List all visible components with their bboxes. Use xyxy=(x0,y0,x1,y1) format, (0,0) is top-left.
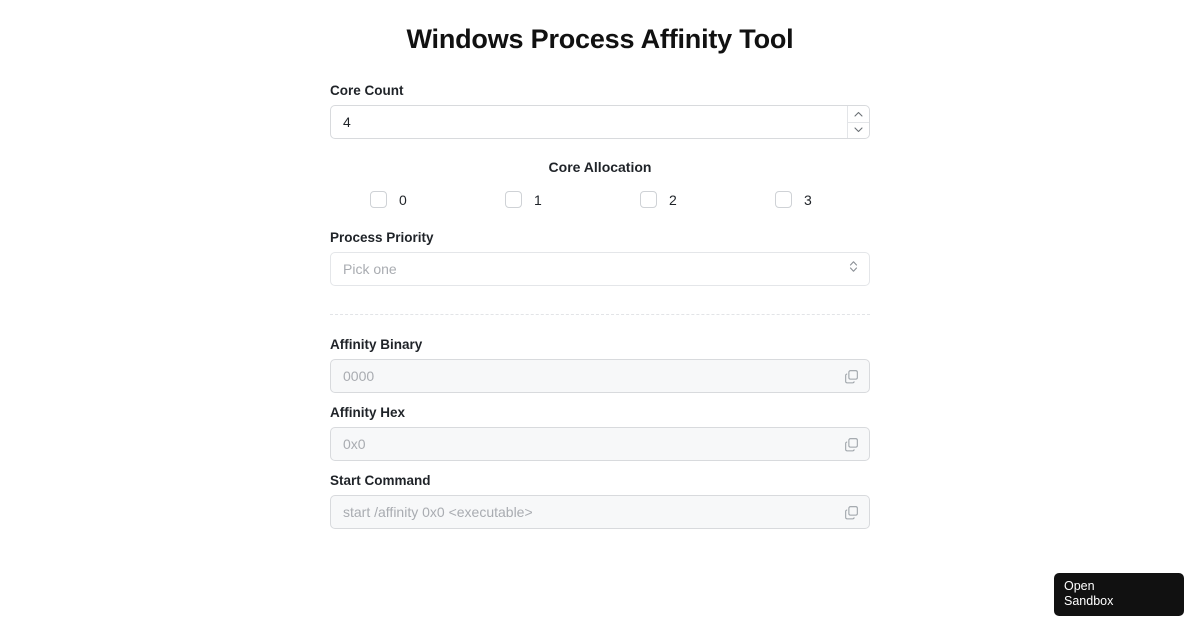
start-command-input-wrap xyxy=(330,495,870,529)
start-command-field xyxy=(330,473,870,529)
core-checkbox-3[interactable] xyxy=(775,191,792,208)
core-label-2: 2 xyxy=(669,191,677,208)
affinity-hex-input[interactable] xyxy=(330,427,870,461)
start-command-input[interactable] xyxy=(330,495,870,529)
core-count-input-wrap xyxy=(330,105,870,139)
affinity-hex-label: Affinity Hex xyxy=(330,405,406,420)
copy-icon[interactable] xyxy=(842,435,860,453)
open-sandbox-line2: Sandbox xyxy=(1064,594,1114,609)
page-title: Windows Process Affinity Tool xyxy=(406,24,794,54)
core-label-3: 3 xyxy=(804,191,812,208)
copy-icon[interactable] xyxy=(842,503,860,521)
open-sandbox-line1: Open xyxy=(1064,578,1095,593)
core-checkbox-0[interactable] xyxy=(370,191,387,208)
affinity-binary-field xyxy=(330,337,870,393)
affinity-binary-label: Affinity Binary xyxy=(330,337,423,352)
chevron-down-icon[interactable] xyxy=(848,122,869,139)
core-count-field xyxy=(330,83,870,139)
core-label-1: 1 xyxy=(534,191,542,208)
affinity-binary-input[interactable] xyxy=(330,359,870,393)
tool-container xyxy=(330,0,870,529)
chevron-up-icon[interactable] xyxy=(848,106,869,122)
core-allocation-title: Core Allocation xyxy=(548,159,652,175)
core-count-stepper[interactable] xyxy=(847,106,869,138)
affinity-hex-field xyxy=(330,405,870,461)
section-divider xyxy=(330,314,870,315)
core-count-input[interactable] xyxy=(330,105,870,139)
core-checkbox-1[interactable] xyxy=(505,191,522,208)
core-checkbox-item[interactable] xyxy=(330,191,465,208)
core-count-label: Core Count xyxy=(330,83,404,98)
core-checkbox-item[interactable] xyxy=(465,191,600,208)
core-checkbox-item[interactable] xyxy=(735,191,870,208)
process-priority-select[interactable] xyxy=(330,252,870,286)
open-sandbox-button[interactable] xyxy=(1054,573,1184,616)
process-priority-field xyxy=(330,230,870,286)
core-label-0: 0 xyxy=(399,191,407,208)
process-priority-select-wrap xyxy=(330,252,870,286)
core-checkbox-2[interactable] xyxy=(640,191,657,208)
process-priority-label: Process Priority xyxy=(330,230,434,245)
core-allocation-row xyxy=(330,191,870,208)
core-checkbox-item[interactable] xyxy=(600,191,735,208)
affinity-binary-input-wrap xyxy=(330,359,870,393)
start-command-label: Start Command xyxy=(330,473,431,488)
affinity-hex-input-wrap xyxy=(330,427,870,461)
copy-icon[interactable] xyxy=(842,367,860,385)
